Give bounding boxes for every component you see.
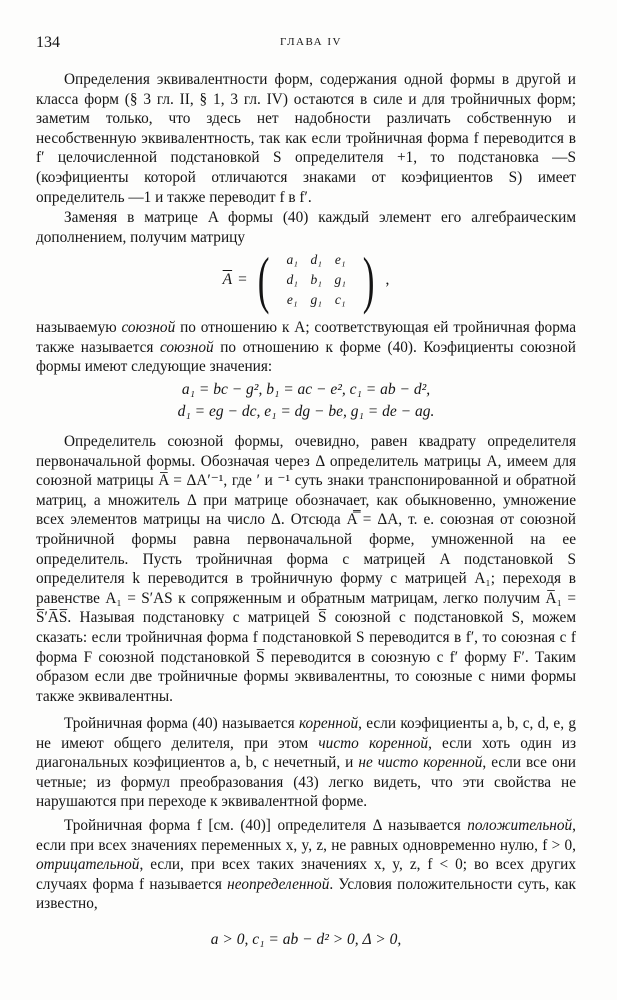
term-adjoint: союзной [159,338,214,356]
term-primitive: коренной [298,715,359,732]
coefficient-equation-row-1: a₁ = bc − g², b₁ = ac − e², c₁ = ab − d², [181,381,431,398]
matrix-grid [280,250,352,310]
right-paren: ) [362,244,375,315]
paragraph-primitive-form [36,714,576,812]
left-paren: ( [257,244,270,315]
term-positive: положительной [467,817,573,834]
matrix-cell: b₁ [310,272,322,287]
term-indefinite: неопределенной [227,875,330,893]
chapter-title: ГЛАВА IV [280,36,342,48]
matrix-cell: c₁ [334,292,346,307]
matrix-cell: e₁ [286,292,298,307]
matrix-cell: g₁ [310,292,322,307]
page-header [36,34,586,54]
paragraph-positive-form [36,816,576,914]
coefficient-equation-row-2: d₁ = eg − dc, e₁ = dg − be, g₁ = de − ag. [177,403,435,420]
adjoint-matrix-equation: $\overline{A}$ = ( a₁ d₁ e₁ d₁ b₁ g₁ e₁ g₁ c₁ ) , [222,244,390,315]
paragraph-adjoint-intro [36,208,576,247]
term-adjoint: союзной [121,319,176,336]
paragraph-text: Определитель союзной формы, очевидно, равен квадрату определителя первоначальной формы. Обозначая через Δ определитель матрицы A, имеем для союзной матрицы A̅ = ΔA′⁻¹, где ′ и ⁻¹ суть знаки транспонированной и обратной матриц, а множитель Δ при матрице обозначает, как обыкновенно, умножение всех элементов матрицы на число Δ. Отсюда A̿ = ΔA, т. е. союзная от союзной тройничной формы равна первоначальной форме, умноженной на ее определитель. Пусть тройничная форма с матрицей A подстановкой S определителя k переводится в тройничную форму с матрицей A₁; переходя в равенстве A₁ = S′AS к сопряженным и обратным матрицам, легко получим A̅₁ = S̅′A̅S̅. Называя подстановку с матрицей S̅ союзной с подстановкой S, можем сказать: если тройничная форма f подстановкой S переводится в f′, то союзная с f форма F союзной подстановкой S̅ переводится в союзную с f′ форму F′. Таким образом если две тройничные формы эквивалентны, то союзные с ними формы также эквивалентны. [36,433,576,705]
term-negative: отрицательной [36,856,140,874]
paragraph-text: Заменяя в матрице A формы (40) каждый элемент его алгебраическим дополнением, получим матрицу [36,209,576,246]
matrix-cell: e₁ [334,252,346,267]
paragraph-adjoint-definition [36,318,576,377]
matrix-suffix: , [385,271,390,288]
matrix-cell: d₁ [310,252,322,267]
matrix-lhs: $\overline{A}$ [222,271,233,288]
matrix-cell: g₁ [334,272,346,287]
page-number: 134 [36,34,60,51]
matrix-cell: d₁ [286,272,298,287]
paragraph-determinant [36,432,576,706]
matrix-cell: a₁ [286,252,298,267]
term-improperly-primitive: не чисто коренной [358,754,483,772]
paragraph-equivalence [36,70,576,207]
paragraph-text: Тройничная форма (40) называется коренной, если коэфициенты a, b, c, d, e, g не имеют общего делителя, при этом чисто коренной, если хоть один из диагональных коэфициентов a, b, c нечетный, и не чисто коренной, если все они четные; из формул преобразования (43) легко видеть, что эти свойства не нарушаются при переходе к эквивалентной форме. [36,715,576,811]
term-properly-primitive: чисто коренной [318,734,429,752]
paragraph-text: Определения эквивалентности форм, содержания одной формы в другой и класса форм (§ 3 гл. II, § 1, 3 гл. IV) остаются в силе и для тройничных форм; заметим только, что здесь нет надобности различать собственную и несобственную эквивалентность, так как если тройничная форма f переводится в f′ целочисленной подстановкой S определителя +1, то подстановка —S (коэфициенты которой отличаются знаками от коэфициентов S) имеет определитель —1 и также переводит f в f′. [36,71,576,206]
paragraph-text: Тройничная форма f [см. (40)] определителя Δ называется положительной, если при всех значениях переменных x, y, z, не равных одновременно нулю, f > 0, отрицательной, если, при всех таких значениях x, y, z, f < 0; во всех других случаях форма f называется неопределенной. Условия положительности суть, как известно, [36,817,576,913]
paragraph-text: называемую союзной по отношению к A; соответствующая ей тройничная форма также называется союзной по отношению к форме (40). Коэфициенты союзной формы имеют следующие значения: [36,319,576,376]
positivity-conditions: a > 0, c₁ = ab − d² > 0, Δ > 0, [210,931,402,948]
